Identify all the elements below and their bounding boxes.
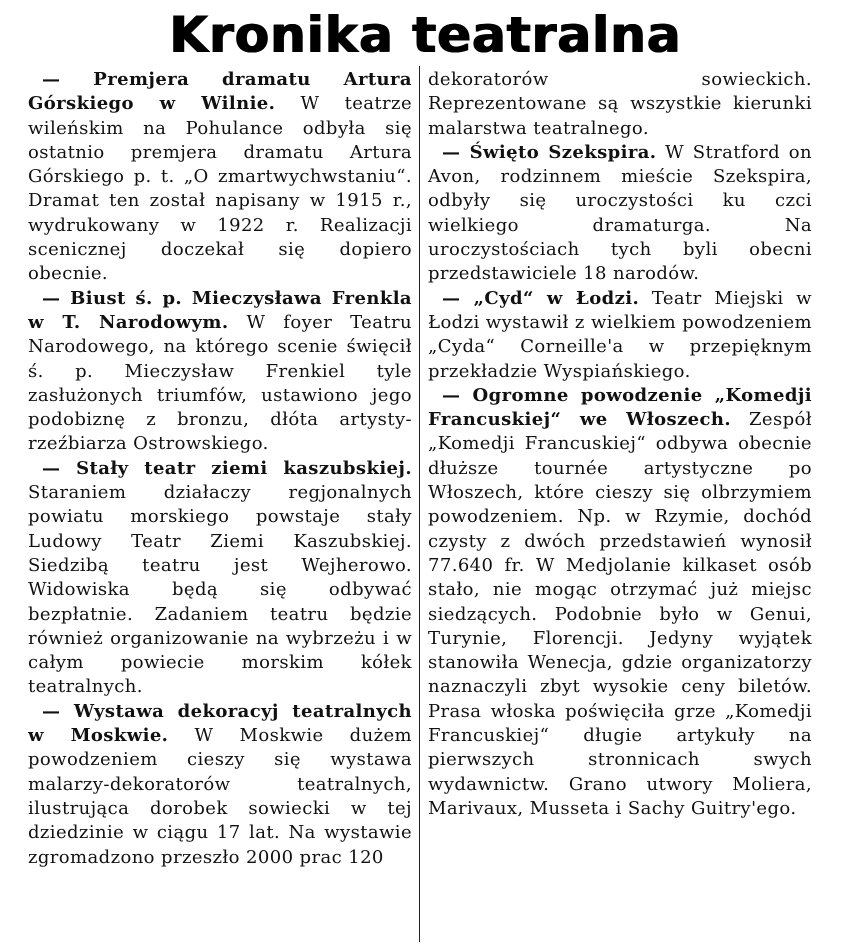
article-heading: — „Cyd“ w Łodzi.	[442, 287, 640, 309]
article-heading: — Biust ś. p. Mieczysława Frenkla w T. Narodowym.	[28, 287, 412, 333]
column-right	[428, 68, 812, 940]
article-komedja-francuska	[428, 384, 812, 821]
article-swieto-szekspira	[428, 141, 812, 287]
article-body: Staraniem działaczy regjonalnych powiatu morskiego powstaje stały Ludowy Teatr Ziemi Kaszubskiej. Siedzibą teatru jest Wejherowo. Widowiska będą się odbywać bezpłatnie. Zadaniem teatru będzie również organizowanie na wybrzeżu i w całym powiecie morskim kółek teatralnych.	[28, 482, 412, 698]
article-body: Zespół „Komedji Francuskiej“ odbywa obecnie dłuższe tournée artystyczne po Włoszech, które cieszy się olbrzymiem powodzeniem. Np. w Rzymie, dochód czysty z dwóch przedstawień wynosił 77.640 fr. W Medjolanie kilkaset osób stało, nie mogąc otrzymać już miejsc siedzących. Podobnie było w Genui, Turynie, Florencji. Jedyny wyjątek stanowiła Wenecja, gdzie organizatorzy naznaczyli zbyt wysokie ceny biletów. Prasa włoska poświęciła grze „Komedji Francuskiej“ długie artykuły na pierwszych stronnicach swych wydawnictw. Grano utwory Moliera, Marivaux, Musseta i Sachy Guitry'ego.	[428, 409, 812, 819]
column-divider	[419, 66, 420, 942]
article-heading: — Wystawa dekoracyj teatralnych w Moskwie.	[28, 700, 412, 747]
article-body: W foyer Teatru Narodowego, na którego scenie święcił ś. p. Mieczysław Frenkiel tyle zasłużonych triumfów, ustawiono jego podobiznę z bronzu, dłóta artysty-rzeźbiarza Ostrowskiego.	[28, 311, 412, 455]
article-wystawa-continued	[428, 68, 812, 141]
article-body: W Stratford on Avon, rodzinnem mieście Szekspira, odbyły się uroczystości ku czci wielkiego dramaturga. Na uroczystościach tych byli obecni przedstawiciele 18 narodów.	[428, 141, 812, 285]
article-body: Teatr Miejski w Łodzi wystawił z wielkiem powodzeniem „Cyda“ Corneille'a w przepięknym przekładzie Wyspiańskiego.	[428, 287, 812, 382]
article-teatr-kaszubski	[28, 457, 412, 700]
article-wystawa	[28, 700, 412, 870]
article-body: W Moskwie dużem powodzeniem cieszy się wystawa malarzy-dekoratorów teatralnych, ilustrująca dorobek sowiecki w tej dziedzinie w ciągu 17 lat. Na wystawie zgromadzono przeszło 2000 prac 120	[28, 725, 412, 868]
page-title: Kronika teatralna	[169, 6, 682, 64]
article-body: W teatrze wileńskim na Pohulance odbyła się ostatnio premjera dramatu Artura Górskiego p. t. „O zmartwychwstaniu“. Dramat ten został napisany w 1915 r., wydrukowany w 1922 r. Realizacji scenicznej doczekał się dopiero obecnie.	[28, 93, 412, 285]
article-heading: — Premjera dramatu Artura Górskiego w Wilnie.	[28, 69, 412, 115]
article-heading: — Ogromne powodzenie „Komedji Francuskiej“ we Włoszech.	[428, 384, 812, 431]
article-heading: — Święto Szekspira.	[442, 141, 657, 163]
article-cyd	[428, 287, 812, 384]
article-premjera	[28, 68, 412, 287]
article-body: dekoratorów sowieckich. Reprezentowane są wszystkie kierunki malarstwa teatralnego.	[428, 69, 812, 139]
article-heading: — Stały teatr ziemi kaszubskiej.	[42, 457, 412, 479]
article-biust	[28, 287, 412, 457]
column-left	[28, 68, 412, 940]
